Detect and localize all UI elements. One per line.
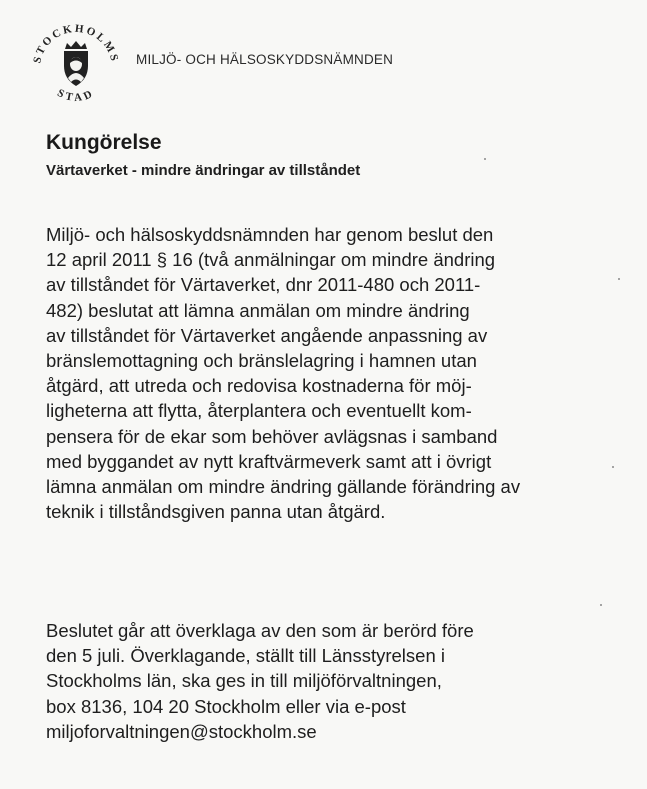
scan-speck [600,604,602,606]
text-line: den 5 juli. Överklagande, ställt till Länsstyrelsen i [46,645,445,667]
text-line: åtgärd, att utreda och redovisa kostnaderna för möj- [46,375,472,397]
text-line: med byggandet av nytt kraftvärmeverk samt att i övrigt [46,450,492,472]
text-line: 482) beslutat att lämna anmälan om mindre ändring [46,299,470,321]
svg-text:STAD: STAD [55,87,97,105]
scan-speck [612,466,614,468]
page-subtitle: Värtaverket - mindre ändringar av tillståndet [46,162,361,179]
text-line: 12 april 2011 § 16 (två anmälningar om mindre ändring [46,249,496,271]
text-line: lämna anmälan om mindre ändring gällande förändring av [46,476,521,498]
text-line: bränslemottagning och bränslelagring i hamnen utan [46,350,477,372]
text-line: ligheterna att flytta, återplantera och eventuellt kom- [46,400,472,422]
page-title: Kungörelse [46,131,162,154]
paragraph-appeal [46,618,616,744]
paragraph-decision [46,222,616,524]
text-line: box 8136, 104 20 Stockholm eller via e-post [46,695,406,717]
email-address: miljoforvaltningen@stockholm.se [46,720,317,742]
text-line: Miljö- och hälsoskyddsnämnden har genom beslut den [46,224,494,245]
scan-speck [618,278,620,280]
header [18,16,628,116]
svg-text:STOCKHOLMS: STOCKHOLMS [31,22,121,65]
organization-name: MILJÖ- OCH HÄLSOSKYDDSNÄMNDEN [136,52,394,67]
stockholm-seal-icon [26,16,126,116]
text-line: av tillståndet för Värtaverket angående anpassning av [46,324,488,346]
text-line: Beslutet går att överklaga av den som är berörd före [46,620,474,641]
scan-speck [484,158,486,160]
text-line: Stockholms län, ska ges in till miljöförvaltningen, [46,670,442,692]
text-line: pensera för de ekar som behöver avlägsnas i samband [46,425,498,447]
text-line: teknik i tillståndsgiven panna utan åtgärd. [46,501,386,523]
text-line: av tillståndet för Värtaverket, dnr 2011-480 och 2011- [46,274,481,296]
